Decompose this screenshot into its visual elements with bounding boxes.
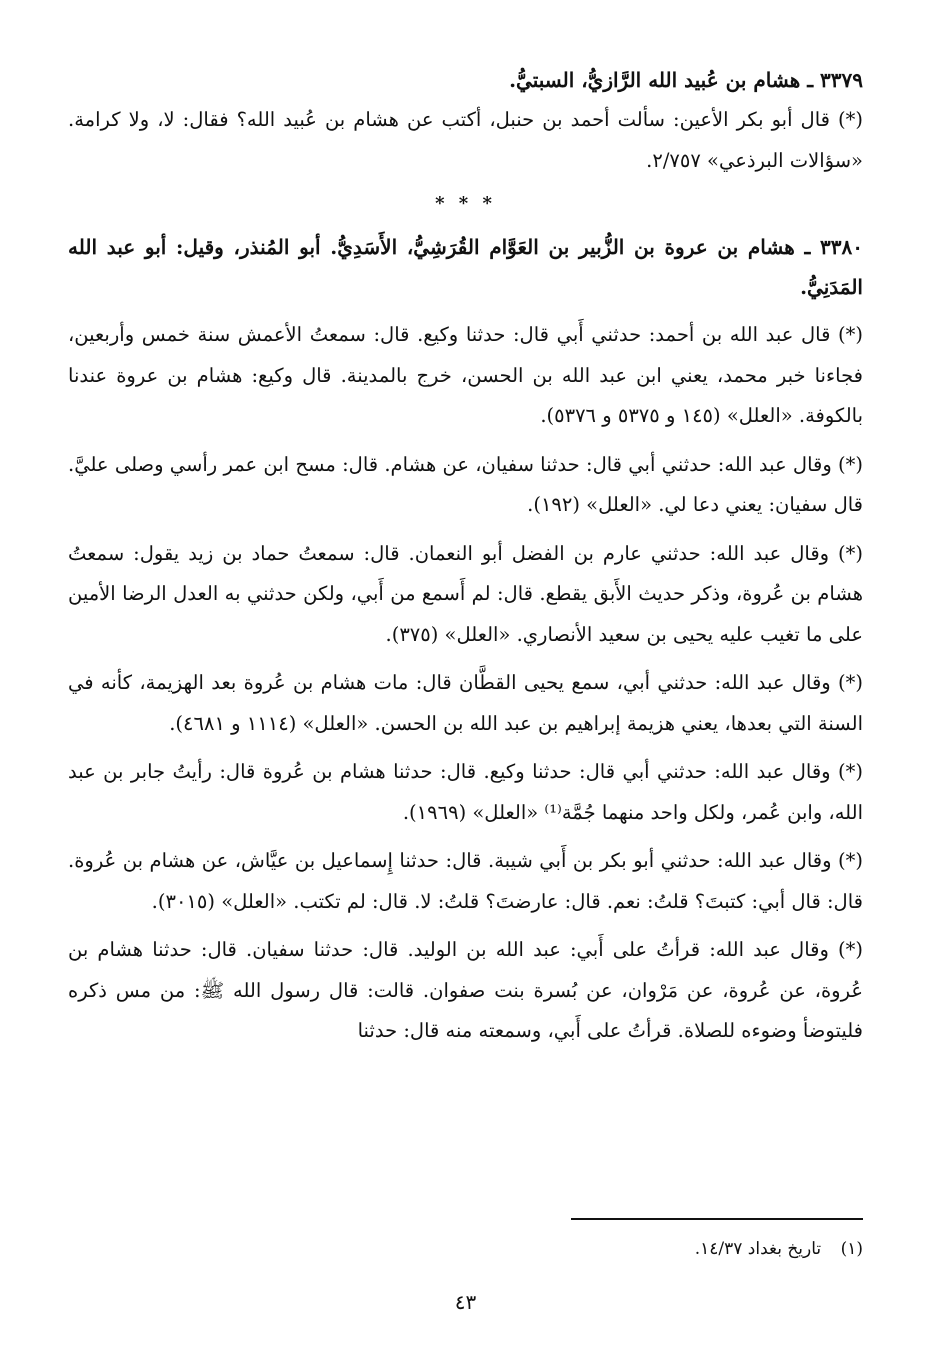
- entry-3379-paragraph-1: (*) قال أبو بكر الأعين: سألت أحمد بن حنبل، أكتب عن هشام بن عُبيد الله؟ فقال: لا، ولا كرامة. «سؤالات البرذعي» ٢/٧٥٧.: [68, 108, 863, 172]
- entry-3380-paragraph-7: (*) وقال عبد الله: قرأتُ على أَبي: عبد الله بن الوليد. قال: حدثنا سفيان. قال: حدثنا هشام بن عُروة، عن عُروة، عن مَرْوان، عن بُسرة بنت صفوان. قالت: قال رسول الله ﷺ: من مس ذكره فليتوضأ وضوءه للصلاة. قرأتُ على أَبي، وسمعته منه قال: حدثنا: [68, 938, 863, 1042]
- page-number: ٤٣: [454, 1290, 477, 1314]
- entry-3380-paragraph-1: (*) قال عبد الله بن أحمد: حدثني أَبي قال: حدثنا وكيع. قال: سمعتُ الأعمش سنة خمس وأربعين، فجاءنا خبر محمد، يعني ابن عبد الله بن الحسن، خرج بالمدينة. قال وكيع: هشام بن عروة عندنا بالكوفة. «العلل» (١٤٥ و ٥٣٧٥ و ٥٣٧٦).: [68, 323, 863, 427]
- page-body: [68, 60, 863, 1052]
- footnote: [263, 1236, 863, 1262]
- entry-3380-paragraph-6: (*) وقال عبد الله: حدثني أبو بكر بن أَبي شيبة. قال: حدثنا إِسماعيل بن عيَّاش، عن هشام بن عُروة. قال: قال أبي: كتبتَ؟ قلتُ: نعم. قال: عارضتَ؟ قلتُ: لا. قال: لم تكتب. «العلل» (٣٠١٥).: [68, 849, 863, 913]
- footnote-number: (١): [840, 1239, 863, 1259]
- entry-3380-paragraph-4: (*) وقال عبد الله: حدثني أبي، سمع يحيى القطَّان قال: مات هشام بن عُروة بعد الهزيمة، كأنه في السنة التي بعدها، يعني هزيمة إبراهيم بن عبد الله بن الحسن. «العلل» (١١١٤ و ٤٦٨١).: [68, 671, 863, 735]
- entry-3380-paragraph-2: (*) وقال عبد الله: حدثني أبي قال: حدثنا سفيان، عن هشام. قال: مسح ابن عمر رأسي وصلى عليَّ. قال سفيان: يعني دعا لي. «العلل» (١٩٢).: [68, 452, 863, 516]
- entry-heading-3380: ٣٣٨٠ ـ هشام بن عروة بن الزُّبير بن العَوَّام القُرَشِيُّ، الأَسَدِيُّ. أبو المُنذر، وقيل: أبو عبد الله المَدَنِيُّ.: [68, 235, 863, 299]
- entry-3380-paragraph-3: (*) وقال عبد الله: حدثني عارم بن الفضل أبو النعمان. قال: سمعتُ حماد بن زيد يقول: سمعتُ هشام بن عُروة، وذكر حديث الأَبق يقطع. قال: لم أَسمع من أَبي، ولكن حدثني به العدل الرضا الأمين على ما تغيب عليه يحيى بن سعيد الأنصاري. «العلل» (٣٧٥).: [68, 541, 863, 646]
- entry-heading-3379: ٣٣٧٩ ـ هشام بن عُبيد الله الرَّازيُّ، السبتيُّ.: [509, 68, 863, 92]
- footnote-text: تاريخ بغداد ١٤/٣٧.: [694, 1239, 822, 1259]
- section-separator: * * *: [435, 193, 496, 214]
- footnote-rule: [571, 1218, 863, 1220]
- entry-3380-paragraph-5: (*) وقال عبد الله: حدثني أبي قال: حدثنا وكيع. قال: حدثنا هشام بن عُروة قال: رأيتُ جابر بن عبد الله، وابن عُمر، ولكل واحد منهما جُمَّة⁽¹⁾ «العلل» (١٩٦٩).: [68, 760, 863, 824]
